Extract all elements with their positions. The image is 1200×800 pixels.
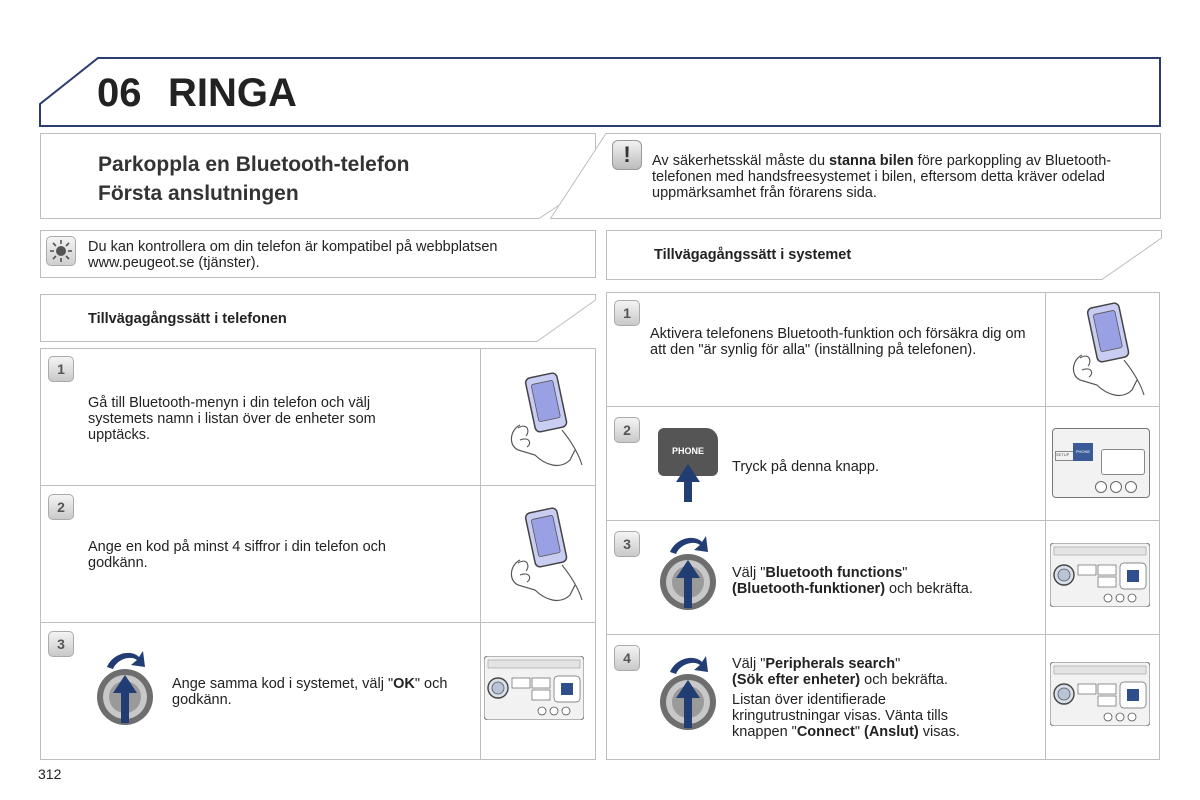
system-procedure-title: Tillvägagångssätt i systemet	[654, 247, 852, 263]
step-number-badge: 1	[614, 300, 640, 326]
step-number-badge: 3	[48, 631, 74, 657]
phone-step-1-text: Gå till Bluetooth-menyn i din telefon och välj systemets namn i listan över de enheter som upptäcks.	[88, 395, 376, 443]
intro-heading-line1: Parkoppla en Bluetooth-telefon	[98, 153, 410, 176]
radio-unit-image	[484, 656, 584, 720]
phone-step-3-text: Ange samma kod i systemet, välj "OK" och godkänn.	[172, 676, 448, 708]
warning-icon: !	[612, 140, 642, 170]
system-step-4-note: Listan över identifierade kringutrustningar visas. Vänta tills knappen "Connect" (Anslut) visas.	[732, 692, 960, 740]
chapter-number: 06	[97, 71, 142, 115]
radio-unit-image	[1050, 543, 1150, 607]
step-number-badge: 4	[614, 645, 640, 671]
hand-phone-image	[500, 370, 585, 475]
step-number-badge: 1	[48, 356, 74, 382]
system-step-3-text: Välj "Bluetooth functions" (Bluetooth-funktioner) och bekräfta.	[732, 565, 973, 597]
intro-heading-line2: Första anslutningen	[98, 182, 299, 205]
phone-step-2-text: Ange en kod på minst 4 siffror i din telefon och godkänn.	[88, 539, 386, 571]
lightbulb-icon	[46, 236, 76, 266]
hand-phone-image	[1062, 300, 1147, 405]
system-step-1-text: Aktivera telefonens Bluetooth-funktion och försäkra dig om att den "är synlig för alla" (inställning på telefonen).	[650, 326, 1026, 358]
radio-unit-image	[1050, 662, 1150, 726]
step-number-badge: 2	[48, 494, 74, 520]
page-number: 312	[38, 766, 62, 782]
system-step-4-text: Välj "Peripherals search" (Sök efter enheter) och bekräfta.	[732, 656, 948, 688]
chapter-title: RINGA	[168, 71, 297, 115]
radio-unit-phone-image: SETUP PHONE	[1052, 428, 1150, 498]
rotary-knob-image	[658, 650, 720, 745]
phone-procedure-title: Tillvägagångssätt i telefonen	[88, 311, 287, 327]
phone-button-image: PHONE	[658, 428, 718, 476]
step-number-badge: 2	[614, 417, 640, 443]
hand-phone-image	[500, 505, 585, 610]
tip-text: Du kan kontrollera om din telefon är kompatibel på webbplatsen www.peugeot.se (tjänster).	[88, 239, 498, 271]
warning-text: Av säkerhetsskäl måste du stanna bilen före parkoppling av Bluetooth-telefonen med handsfreesystemet i bilen, eftersom detta kräver odelad uppmärksamhet från förarens sida.	[652, 153, 1112, 201]
up-arrow-icon	[673, 462, 703, 504]
rotary-knob-image	[95, 645, 157, 740]
step-number-badge: 3	[614, 531, 640, 557]
rotary-knob-image	[658, 530, 720, 625]
system-step-2-text: Tryck på denna knapp.	[732, 459, 879, 475]
